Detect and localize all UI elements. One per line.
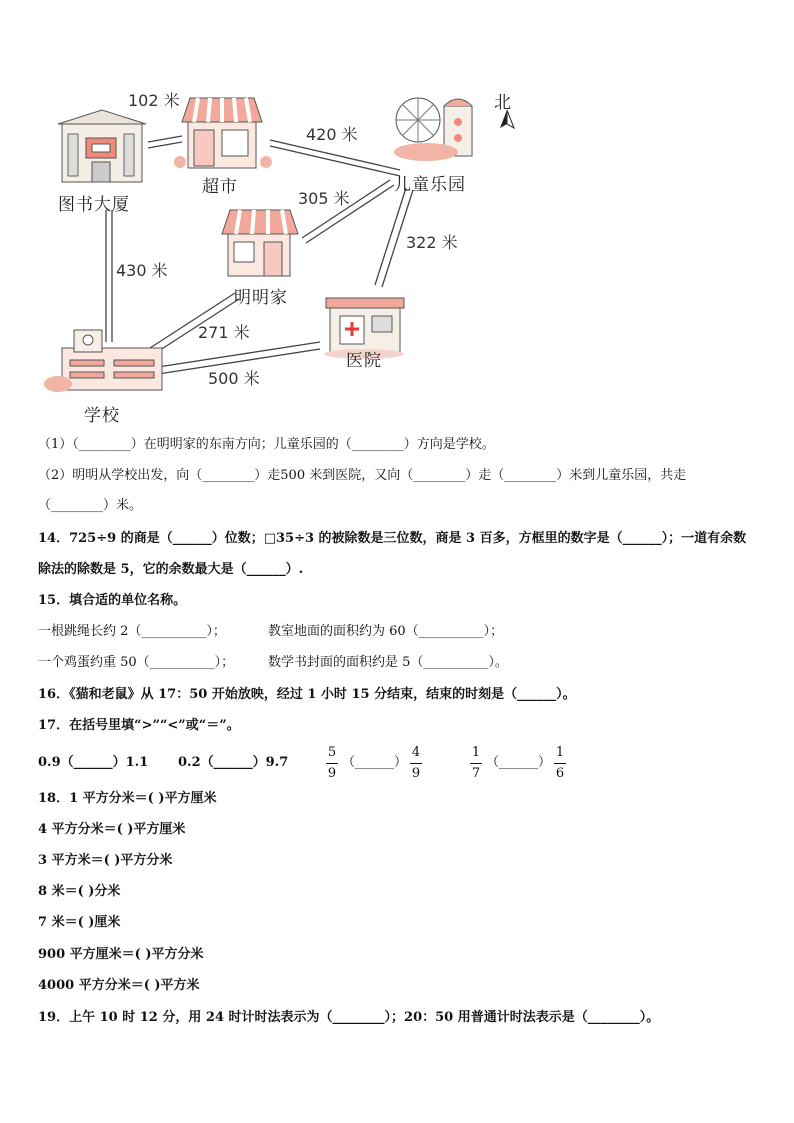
supermarket-building [174, 98, 272, 168]
dist-school-home: 271 米 [198, 323, 250, 342]
q17-frac-d2: 1 6 [555, 745, 565, 781]
map-drawing [30, 80, 550, 425]
dist-school-hospital: 500 米 [208, 369, 260, 388]
q19: 19．上午 10 时 12 分，用 24 时计时法表示为（________）；20：50 用普通计时法表示是（________）。 [38, 1010, 660, 1025]
q17-blank-c: （______） [342, 755, 408, 770]
q15-item2: 教室地面的面积约为 60（__________）； [268, 624, 504, 639]
place-library: 图书大厦 [58, 195, 130, 215]
q17-frac-c1: 5 9 [327, 745, 337, 781]
q18-line: 8 米＝( )分米 [38, 884, 121, 899]
q18-line: 4 平方分米＝( )平方厘米 [38, 822, 186, 837]
q17-frac-c2: 4 9 [411, 745, 421, 781]
q18-line: 3 平方米＝( )平方分米 [38, 853, 173, 868]
place-supermarket: 超市 [202, 177, 238, 197]
q18-line: 18．1 平方分米＝( )平方厘米 [38, 791, 217, 806]
school-building [44, 330, 162, 392]
dist-library-school: 430 米 [116, 261, 168, 280]
q15-title: 15．填合适的单位名称。 [38, 593, 187, 608]
library-building [58, 110, 146, 182]
q13-part2-line2: （________）米。 [38, 498, 143, 513]
park-building [394, 98, 472, 161]
dist-park-hospital: 322 米 [406, 233, 458, 252]
q17-blank-d: （______） [486, 755, 552, 770]
place-home: 明明家 [234, 288, 288, 308]
q18-line: 7 米＝( )厘米 [38, 915, 121, 930]
dist-library-supermarket: 102 米 [128, 91, 180, 110]
north-label: 北 [494, 93, 512, 113]
q17-item-a: 0.9（______）1.1 [38, 755, 149, 770]
q16: 16．《猫和老鼠》从 17：50 开始放映，经过 1 小时 15 分结束，结束的时刻是（______）。 [38, 687, 576, 702]
q14-line1: 14．725÷9 的商是（______）位数；□35÷3 的被除数是三位数，商是 3 百多，方框里的数字是（______）；一道有余数 [38, 531, 747, 546]
q13-part2-line1: （2）明明从学校出发，向（________）走500 米到医院，又向（________）走（________）米到儿童乐园，共走 [38, 468, 687, 483]
q15-item4: 数学书封面的面积约是 5（__________）。 [268, 655, 508, 670]
q17-frac-d1: 1 7 [471, 745, 481, 781]
route-map [30, 80, 550, 425]
dist-supermarket-park: 420 米 [306, 125, 358, 144]
place-park: 儿童乐园 [394, 175, 466, 195]
q15-item1: 一根跳绳长约 2（__________）； [38, 624, 226, 639]
place-school: 学校 [84, 406, 120, 426]
q18-line: 4000 平方分米＝( )平方米 [38, 978, 200, 993]
q13-part1: （1）（________）在明明家的东南方向；儿童乐园的（________）方向是学校。 [38, 437, 495, 452]
home-building [222, 210, 298, 276]
dist-home-park: 305 米 [298, 189, 350, 208]
q18-line: 900 平方厘米＝( )平方分米 [38, 947, 204, 962]
q17-title: 17．在括号里填“>”“<”或“＝”。 [38, 718, 240, 733]
q15-item3: 一个鸡蛋约重 50（__________）； [38, 655, 235, 670]
q14-line2: 除法的除数是 5，它的余数最大是（______）. [38, 562, 304, 577]
place-hospital: 医院 [346, 351, 382, 371]
q17-item-b: 0.2（______）9.7 [178, 755, 289, 770]
